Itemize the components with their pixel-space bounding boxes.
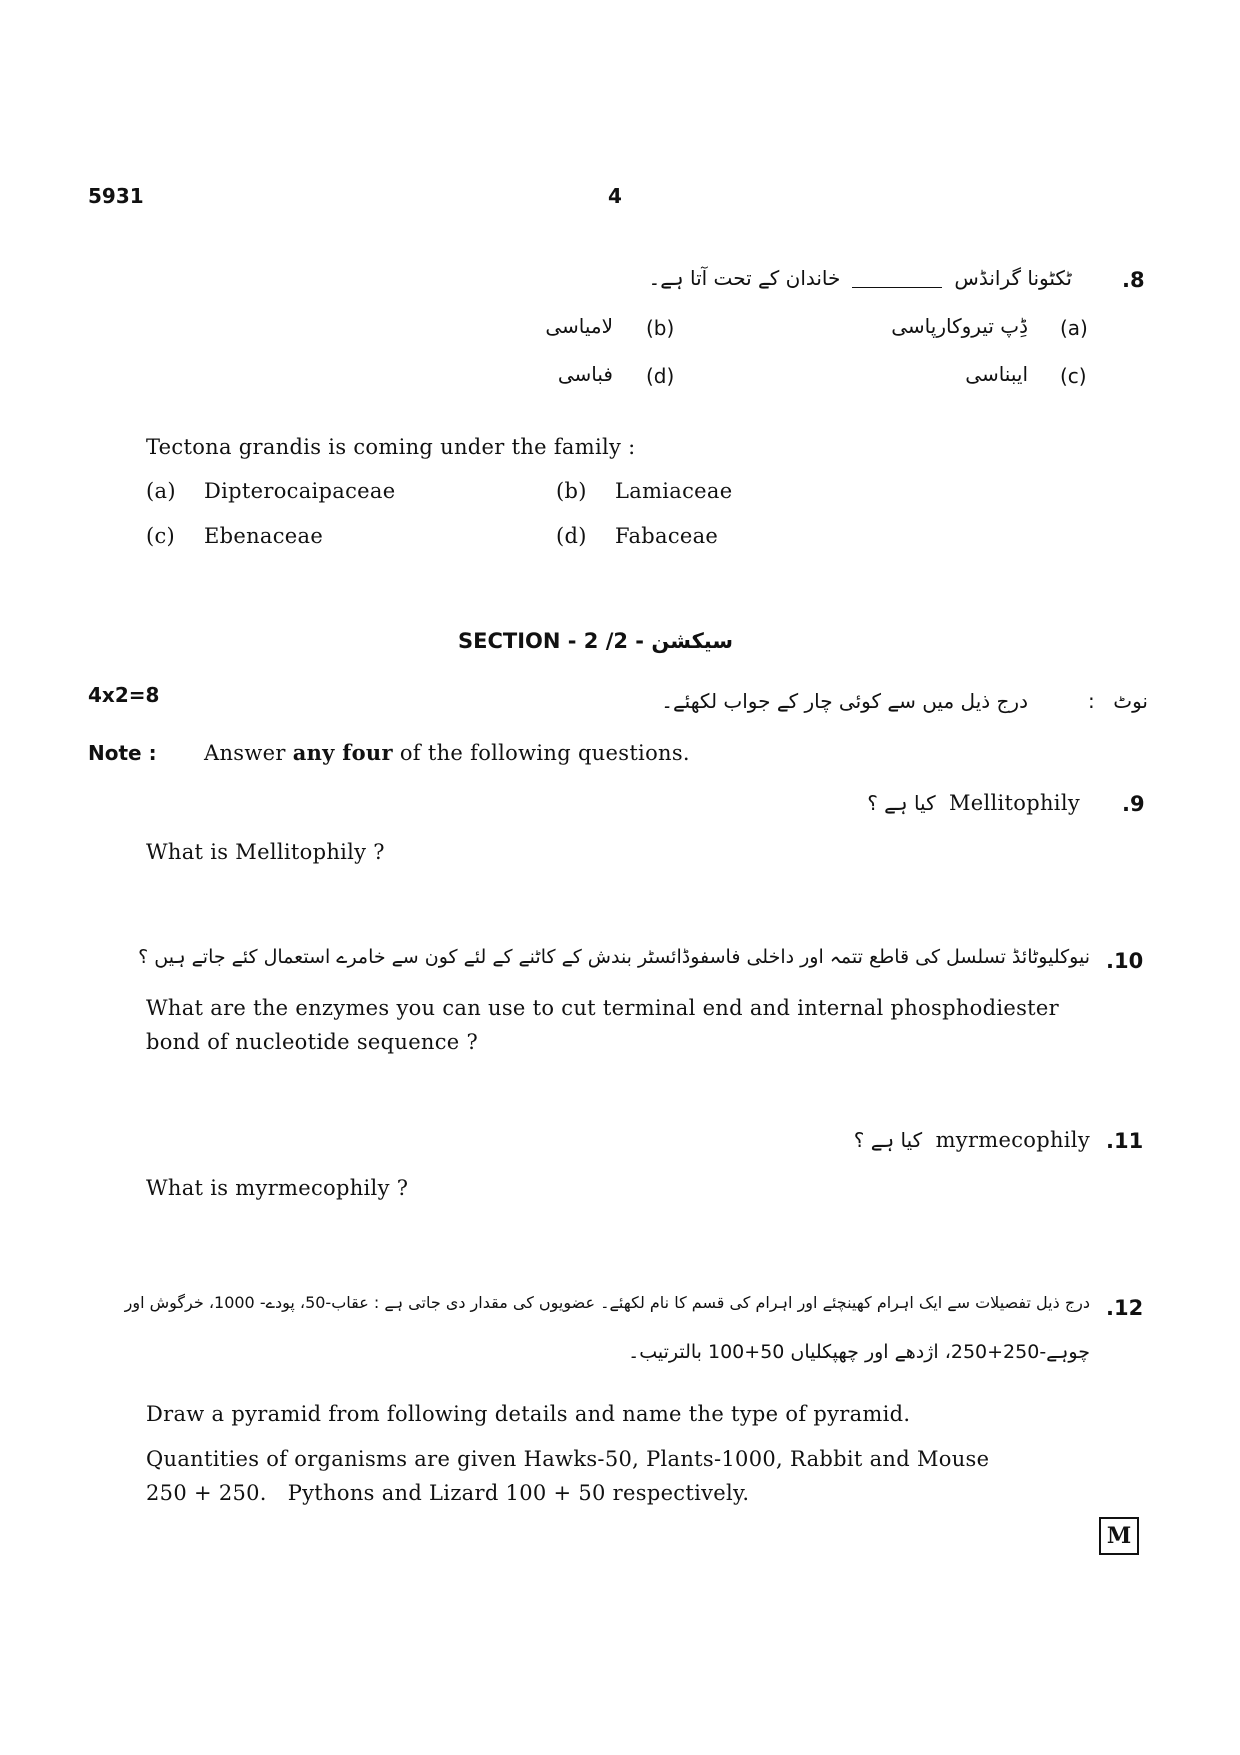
note-text-before: Answer bbox=[204, 741, 286, 765]
q10-english-line2: bond of nucleotide sequence ? bbox=[146, 1030, 479, 1054]
question-number-9: .9 bbox=[1122, 792, 1145, 816]
note-text bbox=[204, 740, 690, 765]
q8-urdu-option-c: ایبناسی bbox=[965, 362, 1028, 386]
note-text-emphasis: any four bbox=[292, 740, 393, 765]
q11-english: What is myrmecophily ? bbox=[146, 1176, 409, 1200]
q8-urdu-option-b-label: (b) bbox=[646, 316, 675, 340]
note-urdu-colon: : bbox=[1088, 689, 1095, 713]
q8-urdu-part2: خاندان کے تحت آتا ہے۔ bbox=[648, 266, 841, 290]
page-number: 4 bbox=[608, 184, 622, 208]
q8-blank bbox=[852, 287, 942, 288]
question-number-11: .11 bbox=[1106, 1129, 1144, 1153]
q8-option-a-label: (a) bbox=[146, 479, 176, 503]
q10-english-line1: What are the enzymes you can use to cut terminal end and internal phosphodiester bbox=[146, 996, 1059, 1020]
q10-urdu: نیوکلیوٹائڈ تسلسل کی قاطع تتمہ اور داخلی فاسفوڈائسٹر بندش کے کاٹنے کے لئے کون سے خامرے استعمال کئے جاتے ہیں ؟ bbox=[138, 946, 1090, 968]
q8-urdu-option-c-label: (c) bbox=[1060, 364, 1087, 388]
question-number-10: .10 bbox=[1106, 949, 1144, 973]
q9-english: What is Mellitophily ? bbox=[146, 840, 385, 864]
question-number-12: .12 bbox=[1106, 1296, 1144, 1320]
paper-code: 5931 bbox=[88, 184, 144, 208]
note-urdu-label: نوٹ bbox=[1113, 689, 1148, 713]
q8-option-a: Dipterocaipaceae bbox=[204, 479, 396, 503]
q12-english-line1: Draw a pyramid from following details and name the type of pyramid. bbox=[146, 1402, 911, 1426]
note-urdu-text: درج ذیل میں سے کوئی چار کے جواب لکھئے۔ bbox=[661, 689, 1028, 713]
note-text-after: of the following questions. bbox=[399, 741, 690, 765]
q8-urdu-option-a: ڈِپ تیروکارپاسی bbox=[891, 314, 1028, 338]
q12-urdu-line1: درج ذیل تفصیلات سے ایک اہرام کھینچئے اور اہرام کی قسم کا نام لکھئے۔ عضویوں کی مقدار دی جاتی ہے : عقاب-50، پودے- 1000، خرگوش اور bbox=[124, 1293, 1090, 1312]
section-heading: SECTION - 2 /2 - سیکشن bbox=[458, 629, 734, 653]
q11-urdu-line bbox=[854, 1128, 1090, 1152]
q8-option-c-label: (c) bbox=[146, 524, 176, 548]
note-label: Note : bbox=[88, 741, 157, 765]
q8-english-stem: Tectona grandis is coming under the family : bbox=[146, 435, 636, 459]
marks-allocation: 4x2=8 bbox=[88, 683, 160, 707]
q8-urdu-part1: ٹکٹونا گرانڈس bbox=[954, 266, 1072, 290]
q11-urdu-text: کیا ہے ؟ bbox=[853, 1128, 923, 1152]
series-letter: M bbox=[1106, 1523, 1132, 1549]
q8-urdu-option-d-label: (d) bbox=[646, 364, 675, 388]
q8-urdu-option-b: لامیاسی bbox=[545, 314, 613, 338]
q8-option-b: Lamiaceae bbox=[615, 479, 733, 503]
q8-option-d: Fabaceae bbox=[615, 524, 719, 548]
q8-option-c: Ebenaceae bbox=[204, 524, 324, 548]
q11-urdu-term: myrmecophily bbox=[935, 1128, 1090, 1152]
series-box bbox=[1099, 1517, 1139, 1555]
q8-option-b-label: (b) bbox=[556, 479, 587, 503]
q8-option-d-label: (d) bbox=[556, 524, 587, 548]
q9-urdu-line bbox=[867, 791, 1080, 815]
q8-urdu-option-a-label: (a) bbox=[1060, 316, 1088, 340]
q8-urdu-stem bbox=[648, 266, 1072, 290]
q9-urdu-text: کیا ہے ؟ bbox=[867, 791, 936, 815]
question-number-8: .8 bbox=[1122, 268, 1145, 292]
q12-urdu-line2: چوہے-250+250، اژدھے اور چھپکلیاں 50+100 بالترتیب۔ bbox=[628, 1341, 1090, 1363]
q12-english-line3: 250 + 250. Pythons and Lizard 100 + 50 respectively. bbox=[146, 1481, 750, 1505]
q12-english-line2: Quantities of organisms are given Hawks-50, Plants-1000, Rabbit and Mouse bbox=[146, 1447, 990, 1471]
q8-urdu-option-d: فباسی bbox=[557, 362, 613, 386]
q9-urdu-term: Mellitophily bbox=[948, 791, 1080, 815]
